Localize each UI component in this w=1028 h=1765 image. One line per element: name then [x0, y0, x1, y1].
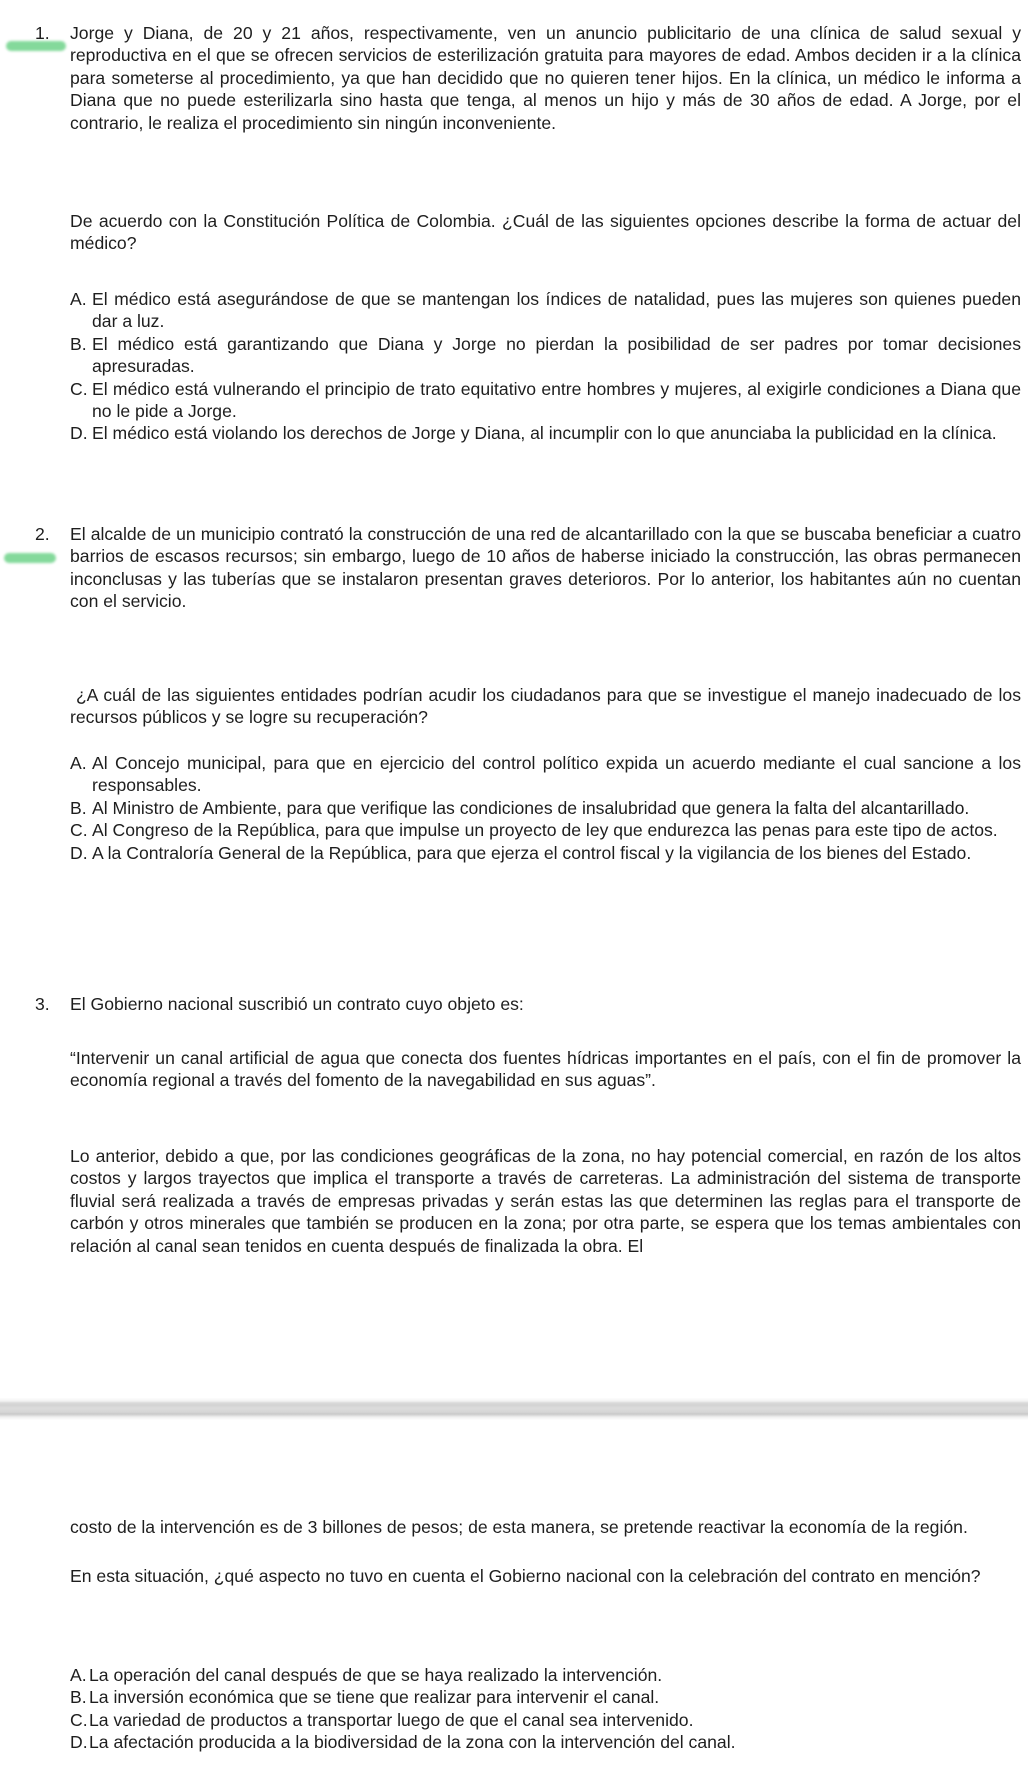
question-prompt: ¿A cuál de las siguientes entidades podrían acudir los ciudadanos para que se investigue el manejo inadecuado de los recursos públicos y se logre su recuperación?: [70, 685, 1026, 728]
option-c[interactable]: [70, 378, 1021, 423]
option-text: Al Concejo municipal, para que en ejercicio del control político expida un acuerdo mediante el cual sancione a los responsables.: [92, 753, 1021, 796]
option-letter: D.: [70, 1732, 88, 1753]
options-list: [70, 288, 1021, 445]
option-text: La afectación producida a la biodiversidad de la zona con la intervención del canal.: [89, 1732, 736, 1753]
option-c[interactable]: [70, 819, 1021, 841]
option-text: La inversión económica que se tiene que realizar para intervenir el canal.: [89, 1687, 660, 1708]
option-letter: A.: [70, 289, 87, 309]
context-paragraph-2: costo de la intervención es de 3 billones de pesos; de esta manera, se pretende reactivar la economía de la región.: [70, 1517, 968, 1537]
option-letter: D.: [70, 842, 88, 863]
option-a[interactable]: [70, 288, 1021, 333]
option-letter: D.: [70, 423, 88, 444]
question-stem: El Gobierno nacional suscribió un contrato cuyo objeto es:: [70, 994, 524, 1014]
option-letter: A.: [70, 1665, 87, 1685]
option-text: La operación del canal después de que se haya realizado la intervención.: [89, 1665, 663, 1685]
question-1: [35, 22, 1021, 134]
page-break-separator: [0, 1398, 1028, 1420]
option-letter: B.: [70, 797, 87, 818]
question-number: 1.: [35, 23, 50, 43]
option-b[interactable]: [70, 333, 1021, 378]
options-list: [70, 752, 1021, 864]
option-text: A la Contraloría General de la República, para que ejerza el control fiscal y la vigilancia de los bienes del Estado.: [92, 842, 972, 863]
question-stem: El alcalde de un municipio contrató la construcción de una red de alcantarillado con la que se buscaba beneficiar a cuatro barrios de escasos recursos; sin embargo, luego de 10 años de haberse iniciado la construcción, las obras permanecen inconclusas y las tuberías que se instalaron presentan graves deterioros. Por lo anterior, los habitantes aún no cuentan con el servicio.: [70, 524, 1021, 612]
context-paragraph-1: Lo anterior, debido a que, por las condiciones geográficas de la zona, no hay potencial comercial, en razón de los altos costos y largos trayectos que implica el transporte a través de carreteras. La administración del sistema de transporte fluvial será realizada a través de empresas privadas y serán estas las que determinen las reglas para el transporte de carbón y otros minerales que también se producen en la zona; por otra parte, se espera que los temas ambientales con relación al canal sean tenidos en cuenta después de finalizada la obra. El: [70, 1146, 1021, 1256]
option-text: Al Ministro de Ambiente, para que verifique las condiciones de insalubridad que genera la falta del alcantarillado.: [92, 797, 970, 818]
question-stem: Jorge y Diana, de 20 y 21 años, respectivamente, ven un anuncio publicitario de una clínica de salud sexual y reproductiva en el que se ofrecen servicios de esterilización gratuita para mayores de edad. Ambos deciden ir a la clínica para someterse al procedimiento, ya que han decidido que no quieren tener hijos. En la clínica, un médico le informa a Diana que no puede esterilizarla sino hasta que tenga, al menos un hijo y más de 30 años de edad. A Jorge, por el contrario, le realiza el procedimiento sin ningún inconveniente.: [70, 23, 1021, 133]
option-a[interactable]: [70, 1664, 1021, 1686]
question-prompt: De acuerdo con la Constitución Política de Colombia. ¿Cuál de las siguientes opciones describe la forma de actuar del médico?: [70, 211, 1021, 254]
option-text: El médico está violando los derechos de Jorge y Diana, al incumplir con lo que anunciaba la publicidad en la clínica.: [92, 423, 997, 444]
question-prompt: En esta situación, ¿qué aspecto no tuvo en cuenta el Gobierno nacional con la celebración del contrato en mención?: [70, 1566, 981, 1586]
option-d[interactable]: [70, 842, 1021, 864]
option-a[interactable]: [70, 752, 1021, 797]
option-letter: B.: [70, 1687, 87, 1708]
question-3: [35, 993, 1021, 1015]
question-number: 3.: [35, 994, 50, 1014]
option-text: Al Congreso de la República, para que impulse un proyecto de ley que endurezca las penas para este tipo de actos.: [92, 820, 998, 841]
option-text: La variedad de productos a transportar luego de que el canal sea intervenido.: [89, 1709, 694, 1730]
option-letter: B.: [70, 333, 87, 354]
option-letter: A.: [70, 753, 87, 773]
option-letter: C.: [70, 820, 88, 841]
option-b[interactable]: [70, 1686, 1021, 1708]
option-text: El médico está asegurándose de que se mantengan los índices de natalidad, pues las mujeres son quienes pueden dar a luz.: [92, 289, 1021, 332]
option-c[interactable]: [70, 1709, 1021, 1731]
contract-quote: “Intervenir un canal artificial de agua que conecta dos fuentes hídricas importantes en el país, con el fin de promover la economía regional a través del fomento de la navegabilidad en sus aguas”.: [70, 1048, 1021, 1091]
option-letter: C.: [70, 378, 88, 399]
question-2: [35, 523, 1021, 613]
options-list: [70, 1664, 1021, 1754]
option-text: El médico está garantizando que Diana y Jorge no pierdan la posibilidad de ser padres por tomar decisiones apresuradas.: [92, 333, 1021, 377]
option-d[interactable]: [70, 422, 1021, 444]
option-d[interactable]: [70, 1731, 1021, 1753]
question-number: 2.: [35, 524, 50, 544]
option-b[interactable]: [70, 797, 1021, 819]
option-text: El médico está vulnerando el principio de trato equitativo entre hombres y mujeres, al exigirle condiciones a Diana que no le pide a Jorge.: [92, 378, 1021, 422]
option-letter: C.: [70, 1709, 88, 1730]
